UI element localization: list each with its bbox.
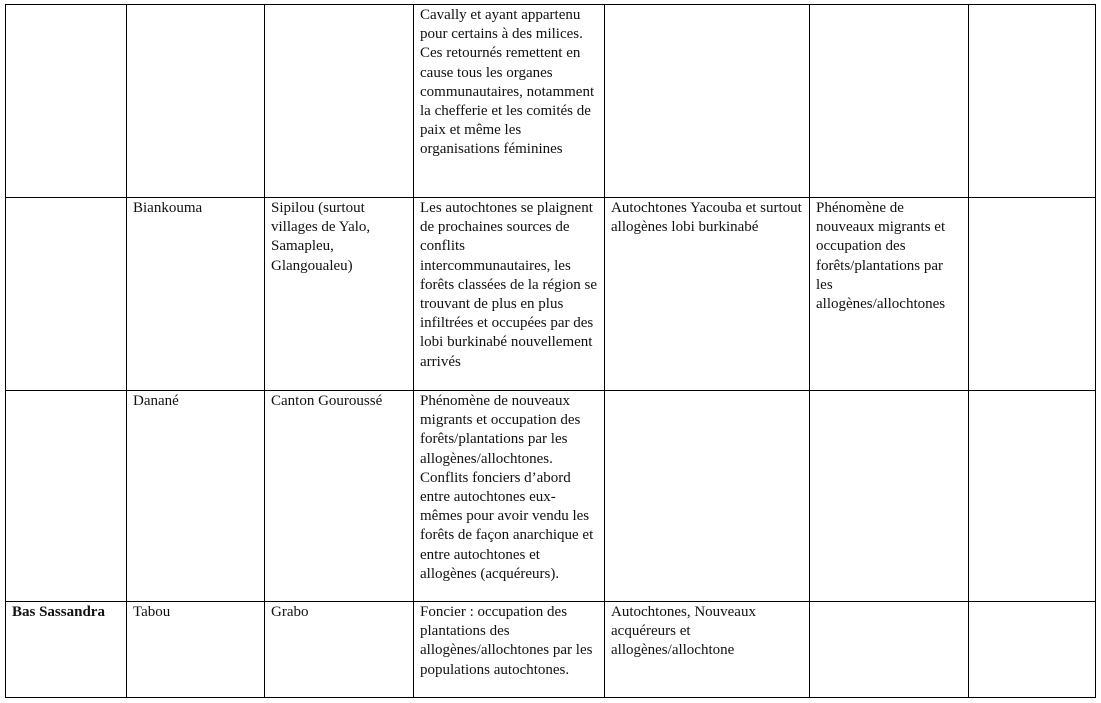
extra-cell xyxy=(969,198,1096,391)
table-row xyxy=(6,602,1096,698)
table-row xyxy=(6,198,1096,391)
causes-cell xyxy=(810,5,969,198)
departement-cell: Danané xyxy=(127,391,265,602)
causes-cell: Phénomène de nouveaux migrants et occupation des forêts/plantations par les allogènes/allochtones xyxy=(810,198,969,391)
acteurs-cell: Autochtones Yacouba et surtout allogènes lobi burkinabé xyxy=(605,198,810,391)
localite-cell: Grabo xyxy=(265,602,414,698)
region-cell xyxy=(6,5,127,198)
description-cell: Cavally et ayant appartenu pour certains à des milices. Ces retournés remettent en cause tous les organes communautaires, notamment la chefferie et les comités de paix et même les organisations féminines xyxy=(414,5,605,198)
region-cell: Bas Sassandra xyxy=(6,602,127,698)
acteurs-cell xyxy=(605,5,810,198)
localite-cell: Sipilou (surtout villages de Yalo, Samapleu, Glangoualeu) xyxy=(265,198,414,391)
localite-cell: Canton Gouroussé xyxy=(265,391,414,602)
departement-cell: Biankouma xyxy=(127,198,265,391)
description-cell: Phénomène de nouveaux migrants et occupation des forêts/plantations par les allogènes/allochtones. Conflits fonciers d’abord entre autochtones eux-mêmes pour avoir vendu les forêts de façon anarchique et entre autochtones et allogènes (acquéreurs). xyxy=(414,391,605,602)
causes-cell xyxy=(810,391,969,602)
extra-cell xyxy=(969,391,1096,602)
localite-cell xyxy=(265,5,414,198)
acteurs-cell xyxy=(605,391,810,602)
region-cell xyxy=(6,391,127,602)
table-row xyxy=(6,391,1096,602)
acteurs-cell: Autochtones, Nouveaux acquéreurs et allogènes/allochtone xyxy=(605,602,810,698)
conflict-table xyxy=(5,4,1096,698)
description-cell: Foncier : occupation des plantations des allogènes/allochtones par les populations autochtones. xyxy=(414,602,605,698)
departement-cell xyxy=(127,5,265,198)
extra-cell xyxy=(969,5,1096,198)
table-row xyxy=(6,5,1096,198)
region-cell xyxy=(6,198,127,391)
causes-cell xyxy=(810,602,969,698)
description-cell: Les autochtones se plaignent de prochaines sources de conflits intercommunautaires, les forêts classées de la région se trouvant de plus en plus infiltrées et occupées par des lobi burkinabé nouvellement arrivés xyxy=(414,198,605,391)
extra-cell xyxy=(969,602,1096,698)
departement-cell: Tabou xyxy=(127,602,265,698)
